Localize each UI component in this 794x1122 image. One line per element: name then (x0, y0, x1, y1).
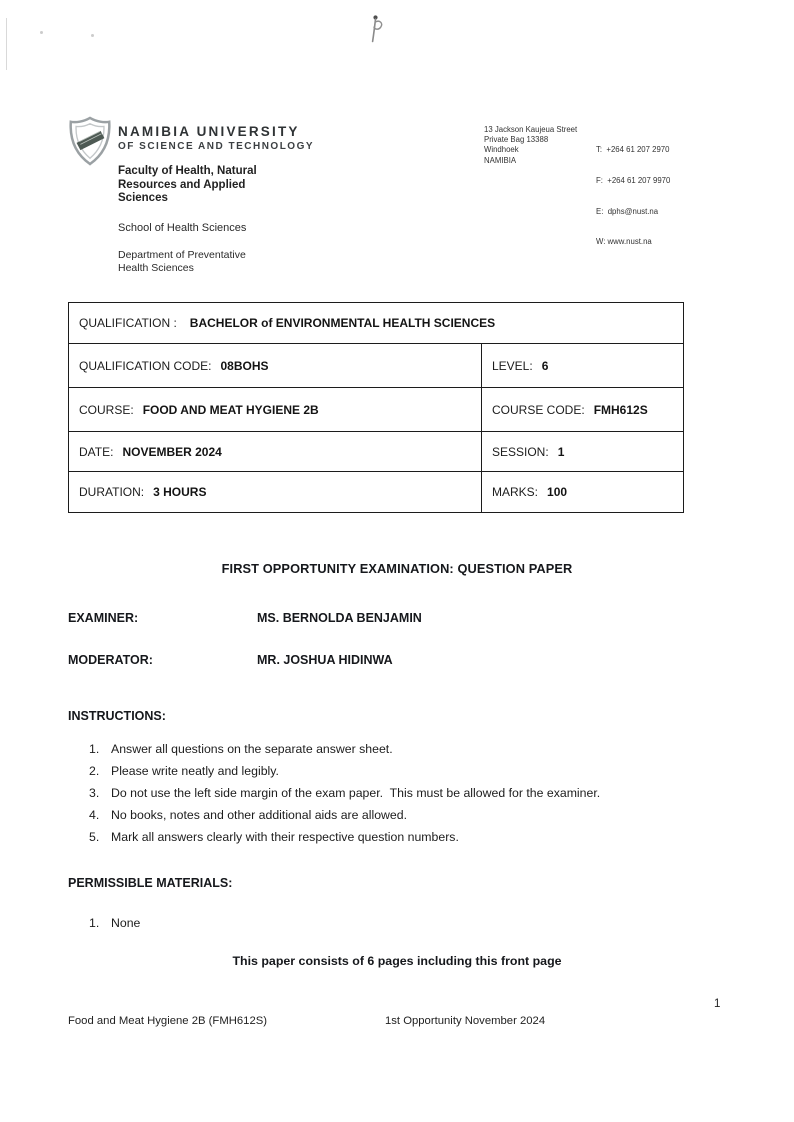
moderator-label: MODERATOR: (68, 653, 153, 667)
contact-line: W: www.nust.na (596, 237, 652, 247)
session-value: 1 (557, 444, 565, 459)
nust-shield-logo-icon (66, 116, 114, 171)
contact-line: F: +264 61 207 9970 (596, 176, 671, 186)
exam-info-table (68, 302, 684, 513)
university-name: NAMIBIA UNIVERSITY (118, 124, 300, 139)
permissible-materials-list (89, 912, 489, 934)
course-label: COURSE: (79, 402, 134, 417)
permissible-materials-heading: PERMISSIBLE MATERIALS: (68, 876, 233, 890)
table-row-course (69, 387, 683, 431)
level-value: 6 (541, 358, 549, 373)
course-value: FOOD AND MEAT HYGIENE 2B (142, 402, 319, 417)
instructions-heading: INSTRUCTIONS: (68, 709, 166, 723)
table-row-qualification-code (69, 343, 683, 387)
faculty-name: Faculty of Health, Natural Resources and Applied Sciences (118, 165, 257, 204)
address-line: NAMIBIA (484, 155, 517, 165)
scan-speck (91, 34, 94, 37)
exam-paper-title: FIRST OPPORTUNITY EXAMINATION: QUESTION PAPER (221, 561, 573, 576)
page-number: 1 (714, 998, 721, 1010)
qualification-code-label: QUALIFICATION CODE: (79, 358, 212, 373)
course-code-value: FMH612S (593, 402, 648, 417)
department-name: Department of Preventative Health Sciences (118, 249, 246, 274)
instruction-item: 1. Answer all questions on the separate answer sheet. (89, 742, 393, 756)
table-row-duration (69, 471, 683, 512)
moderator-name: MR. JOSHUA HIDINWA (257, 653, 393, 667)
duration-label: DURATION: (79, 485, 145, 499)
course-code-label: COURSE CODE: (492, 402, 585, 417)
date-value: NOVEMBER 2024 (122, 444, 222, 459)
footer-opportunity-reference: 1st Opportunity November 2024 (385, 1015, 546, 1027)
address-line: Private Bag 13388 (484, 135, 549, 145)
page-count-note: This paper consists of 6 pages including this front page (232, 954, 562, 968)
school-name: School of Health Sciences (118, 222, 247, 234)
qualification-label: QUALIFICATION : (79, 316, 177, 330)
examiner-label: EXAMINER: (68, 611, 139, 625)
qualification-code-value: 08BOHS (220, 358, 269, 373)
instruction-item: 2. Please write neatly and legibly. (89, 764, 279, 778)
table-row-date (69, 431, 683, 471)
contact-block (596, 125, 670, 268)
marks-value: 100 (547, 485, 568, 499)
address-line: Windhoek (484, 145, 519, 155)
contact-line: T: +264 61 207 2970 (596, 145, 670, 155)
university-subname: OF SCIENCE AND TECHNOLOGY (118, 141, 315, 152)
instruction-item: 4. No books, notes and other additional aids are allowed. (89, 808, 408, 822)
scan-edge-line (6, 18, 7, 70)
date-label: DATE: (79, 444, 114, 459)
footer-course-reference: Food and Meat Hygiene 2B (FMH612S) (68, 1015, 268, 1027)
qualification-value: BACHELOR of ENVIRONMENTAL HEALTH SCIENCES (189, 316, 496, 330)
permissible-item: 1. None (89, 916, 141, 930)
pen-mark-icon (364, 13, 388, 50)
contact-line: E: dphs@nust.na (596, 206, 659, 216)
instruction-item: 3. Do not use the left side margin of the exam paper. This must be allowed for the examiner. (89, 786, 601, 800)
level-label: LEVEL: (492, 358, 533, 373)
instruction-item: 5. Mark all answers clearly with their respective question numbers. (89, 830, 459, 844)
table-row-qualification (69, 303, 683, 343)
instructions-list (89, 738, 749, 848)
marks-label: MARKS: (492, 485, 539, 499)
session-label: SESSION: (492, 444, 549, 459)
address-line: 13 Jackson Kaujeua Street (484, 125, 578, 134)
duration-value: 3 HOURS (153, 485, 207, 499)
examiner-name: MS. BERNOLDA BENJAMIN (257, 611, 422, 625)
scan-speck (40, 31, 43, 34)
address-block (484, 125, 577, 166)
